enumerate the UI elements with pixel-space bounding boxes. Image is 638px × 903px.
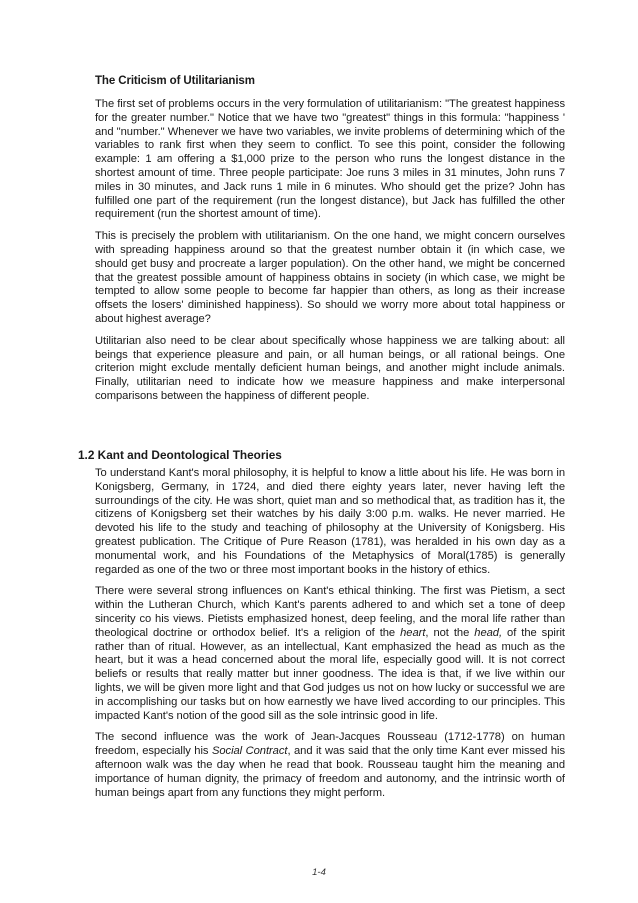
italic-text: head, (474, 626, 503, 639)
italic-text: heart (400, 626, 426, 639)
text-run: of the spirit rather than of ritual. However, as an intellectual, Kant emphasized the head as much as the heart, but it was a head concerned about the moral life, especially good will. It is not correct beliefs or results that really matter but inner goodness. The idea is that, if we live within our lights, we will be given more light and that God judges us not on how lucky or successful we are in accomplishing our tasks but on how earnestly we have lived according to our principles. This impacted Kant's notion of the good sill as the sole intrinsic good in life. (95, 626, 565, 722)
section-title: The Criticism of Utilitarianism (95, 75, 255, 87)
section-criticism (95, 74, 565, 412)
section-kant (95, 467, 565, 808)
section-heading: 1.2 Kant and Deontological Theories (78, 448, 282, 462)
paragraph: The first set of problems occurs in the very formulation of utilitarianism: "The greatest happiness for the greater number." Notice that we have two "greatest" things in this formula: "happiness ' and "number." Whenever we have two variables, we invite problems of determining which of the variables to rank first when they seem to conflict. To see this point, consider the following example: 1 am offering a $1,000 prize to the person who runs the longest distance in the shortest amount of time. Three people participate: Joe runs 3 miles in 31 minutes, John runs 7 miles in 30 minutes, and Jack runs 1 mile in 6 minutes. Who should get the prize? John has fulfilled one part of the requirement (run the longest distance), but Jack has fulfilled the other requirement (run the shortest amount of time). (95, 98, 565, 221)
paragraph (95, 731, 565, 800)
text-run: There were several strong influences on Kant's ethical thinking. The first was Pietism, a sect within the Lutheran Church, which Kant's parents adhered to and which set a tone of deep sincerity co his views. Pietists emphasized honest, deep feeling, and the moral life rather than theological doctrine or orthodox belief. It's a religion of the (95, 585, 565, 639)
paragraph: This is precisely the problem with utilitarianism. On the one hand, we might concern ourselves with spreading happiness around so that the greatest number obtain it (in which case, we should get busy and procreate a larger population). On the other hand, we might be concerned that the greatest possible amount of happiness obtains in society (in which case, we might be tempted to allow some people to become far happier than others, as long as their increase offsets the losers' diminished happiness). So should we worry more about total happiness or about highest average? (95, 230, 565, 325)
paragraph: Utilitarian also need to be clear about specifically whose happiness we are talking about: all beings that experience pleasure and pain, or all human beings, or all rational beings. One criterion might exclude mentally deficient human beings, and another might include animals. Finally, utilitarian need to indicate how we measure happiness and make interpersonal comparisons between the happiness of different people. (95, 334, 565, 402)
paragraph: To understand Kant's moral philosophy, it is helpful to know a little about his life. He was born in Konigsberg, Germany, in 1724, and died there eighty years later, never having left the surroundings of the city. He was short, quiet man and so methodical that, as tradition has it, the citizens of Konigsberg set their watches by his daily 3:00 p.m. walks. He never married. He devoted his life to the study and teaching of philosophy at the University of Konigsberg. His greatest publication. The Critique of Pure Reason (1781), was heralded in his own day as a monumental work, and his Foundations of the Metaphysics of Moral(1785) is generally regarded as one of the two or three most important books in the history of ethics. (95, 467, 565, 576)
text-run: , not the (425, 626, 475, 639)
italic-text: Social Contract (211, 745, 288, 758)
text-run: The second influence was the work of Jean-Jacques Rousseau (1712-1778) on human freedom, especially his (95, 731, 565, 758)
page-number: 1-4 (312, 867, 326, 878)
text-run: , and it was said that the only time Kant ever missed his afternoon walk was the day when he read that book. Rousseau taught him the meaning and importance of human dignity, the primacy of freedom and autonomy, and the intrinsic worth of human beings apart from any functions they might perform. (95, 745, 565, 799)
paragraph (95, 585, 565, 723)
